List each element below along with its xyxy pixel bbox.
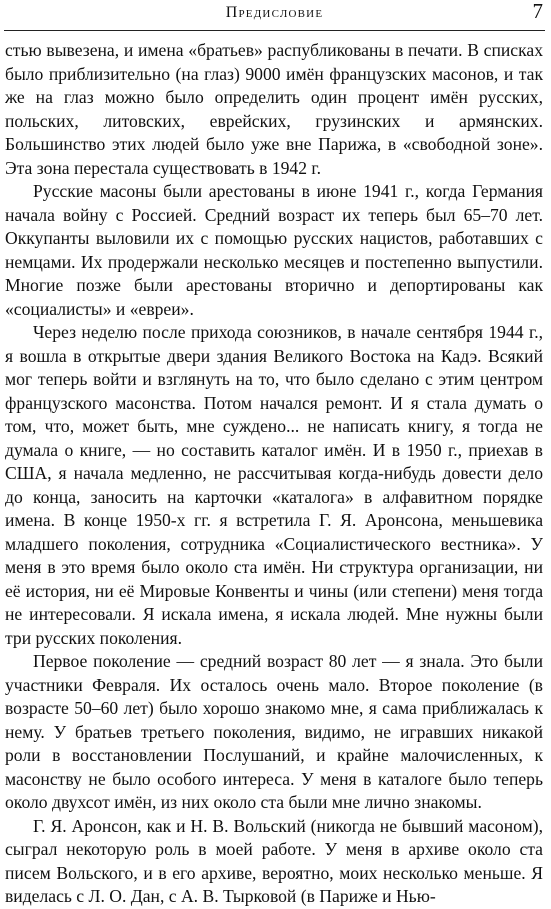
paragraph-1: стью вывезена, и имена «братьев» распубликованы в печати. В списках было приблизительно (на глаз) 9000 имён французских масонов, и так же на глаз можно было определить один процент имён русских, польских, литовских, еврейских, грузинских и армянских. Большинство этих людей было уже вне Парижа, в «свободной зоне». Эта зона перестала существовать в 1942 г.	[5, 40, 543, 178]
body-text	[5, 39, 543, 909]
running-header	[4, 0, 545, 31]
chapter-title: Предисловие	[225, 4, 324, 21]
paragraph-3: Через неделю после прихода союзников, в начале сентября 1944 г., я вошла в открытые двери здания Великого Востока на Кадэ. Всякий мог теперь войти и взглянуть на то, что было сделано с этим центром французского масонства. Потом начался ремонт. И я стала думать о том, что, может быть, мне суждено... не написать книгу, я тогда не думала о книге, — но составить каталог имён. И в 1950 г., приехав в США, я начала медленно, не рассчитывая когда-нибудь довести дело до конца, заносить на карточки «каталога» в алфавитном порядке имена. В конце 1950-х гг. я встретила Г. Я. Аронсона, меньшевика младшего поколения, сотрудника «Социалистического вестника». У меня в это время было около ста имён. Ни структура организации, ни её история, ни её Мировые Конвенты и чины (или степени) меня тогда не интересовали. Я искала имена, я искала людей. Мне нужны были три русских поколения.	[5, 322, 543, 648]
paragraph-2: Русские масоны были арестованы в июне 1941 г., когда Германия начала войну с Россией. Средний возраст их теперь был 65–70 лет. Оккупанты выловили их с помощью русских нацистов, работавших с немцами. Их продержали несколько месяцев и постепенно выпустили. Многие позже были арестованы вторично и депортированы как «социалисты» и «евреи».	[5, 181, 543, 319]
paragraph-4: Первое поколение — средний возраст 80 лет — я знала. Это были участники Февраля. Их осталось очень мало. Второе поколение (в возрасте 50–60 лет) было хорошо знакомо мне, я сама приближалась к нему. У братьев третьего поколения, видимо, не игравших никакой роли в восстановлении Послушаний, и крайне малочисленных, к масонству не было особого интереса. У меня в каталоге было теперь около двухсот имён, из них около ста были мне лично знакомы.	[5, 651, 543, 812]
page-number: 7	[532, 0, 543, 23]
paragraph-5: Г. Я. Аронсон, как и Н. В. Вольский (никогда не бывший масоном), сыграл некоторую роль в моей работе. У меня в архиве около ста писем Вольского, и в его архиве, вероятно, моих несколько меньше. Я виделась с Л. О. Дан, с А. В. Тырковой (в Париже и Нью-	[5, 815, 543, 906]
